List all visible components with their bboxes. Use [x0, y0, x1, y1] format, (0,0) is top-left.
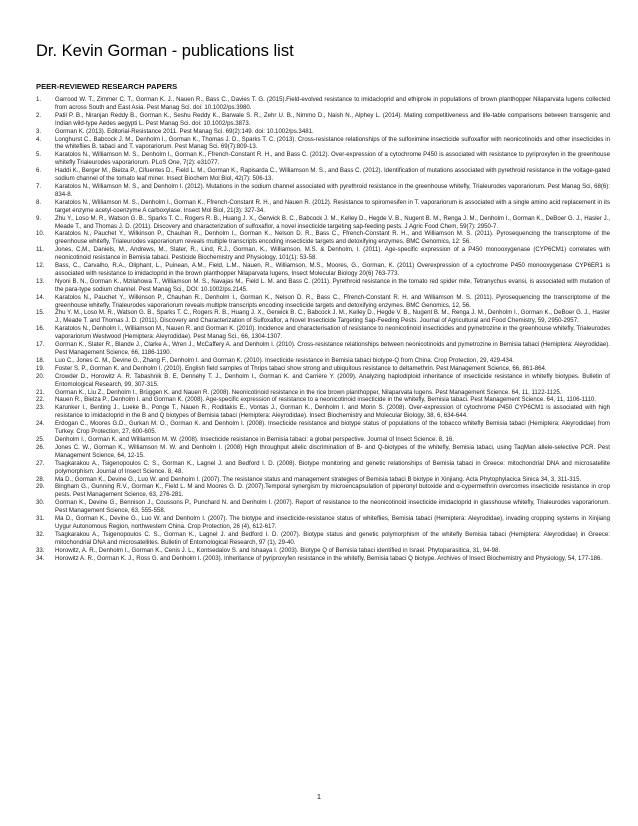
reference-item: [36, 341, 610, 357]
reference-item: [36, 294, 610, 310]
reference-number: 17.: [36, 341, 45, 349]
reference-number: 11.: [36, 246, 45, 254]
reference-number: 16.: [36, 325, 45, 333]
reference-number: 6.: [36, 167, 42, 175]
reference-list: [36, 96, 610, 562]
reference-item: [36, 404, 610, 420]
reference-number: 7.: [36, 182, 42, 190]
reference-number: 30.: [36, 499, 45, 507]
reference-text: Ma D., Gorman K., Devine G., Luo W. and Denholm I. (2007). The biotype and insecticide-resistance status of whiteflies, Bemisia tabaci (Hemiptera: Aleyrodidae), invading cropping systems in Xinjiang Uygur Autonomous Region, northwestern China. Crop Protection, 26 (4), 612-617.: [55, 515, 610, 530]
reference-item: [36, 112, 610, 128]
reference-item: [36, 396, 610, 404]
reference-item: [36, 230, 610, 246]
reference-text: Tsagkarakou A., Tsigenopoulos C. S., Gorman K., Lagnel J. and Bedford I. D. (2008). Biotype monitoring and genetic relationships of Bemisia tabaci in Greece: mitochondrial DNA and microsatellite polymorphism. Journal of Insect Science. 8, 48.: [55, 459, 610, 475]
reference-item: [36, 262, 610, 278]
reference-item: [36, 357, 610, 365]
reference-number: 12.: [36, 262, 45, 270]
reference-item: [36, 531, 610, 547]
reference-item: [36, 547, 610, 555]
reference-text: Gorman K. (2013). Editorial-Resistance 2011. Pest Manag Sci. 69(2):149. doi: 10.1002/ps.3481.: [55, 127, 314, 135]
reference-item: [36, 460, 610, 476]
reference-item: [36, 373, 610, 389]
reference-number: 9.: [36, 214, 42, 222]
reference-number: 13.: [36, 277, 45, 285]
reference-text: Karatolos N., Pauchet Y., Wilkinson P., Chauhan R., Denholm I., Gorman K., Nelson D. R., Bass C., Ffrench-Constant R. H. and Williamson M. S. (2011). Pyrosequencing the transcriptome of the greenhouse whitefly, Trialeurodes vaporariorum reveals multiple transcripts encoding insecticide targets and detoxifying enzymes. BMC Genomics, 12, 56.: [55, 293, 610, 309]
reference-item: [36, 136, 610, 152]
reference-number: 22.: [36, 396, 45, 404]
reference-text: Crowder D., Horowitz A. R. Tabashnik B. E, Dennehy T. J., Denholm I., Gorman K. and Carrière Y. (2009). Analyzing haplodiploid inheritance of insecticide resistance in whitefly biotypes. Bulletin of Entomological Research, 99, 307-315.: [55, 372, 610, 388]
reference-item: [36, 199, 610, 215]
reference-number: 31.: [36, 515, 45, 523]
reference-text: Karunker I., Benting J., Lueke B., Ponge T., Nauen R., Roditakis E., Vontas J., Gorman K., Denholm I. and Morin S. (2008). Over-expression of cytochrome P450 CYP6CM1 is associated with high resistance to imidacloprid in the B and Q biotypes of Bemisia tabaci (Hemiptera: Aleyrodidae). Insect Biochemistry and Molecular Biology, 38, 6, 634-644.: [55, 404, 610, 420]
reference-item: [36, 167, 610, 183]
reference-number: 23.: [36, 404, 45, 412]
reference-item: [36, 246, 610, 262]
reference-text: Haddi K., Berger M., Bielza P., Cifuentes D., Field L. M., Gorman K., Rapisarda C., Williamson M. S., and Bass C. (2012). Identification of mutations associated with pyrethroid resistance in the voltage-gated sodium channel of the tomato leaf miner. Insect Biochem Mol Biol, 42(7): 506-13.: [55, 167, 610, 183]
reference-number: 1.: [36, 96, 42, 103]
reference-text: Zhu Y., Loso M. R., Watson G. B., Sparks T. C., Rogers R. B., Huang J. X., Gerwick B. C., Babcock J. M., Kelley D., Hegde V. B., Nugent B. M., Renga J. M., Denholm I., Gorman K., DeBoer G. J., Hasler J., Meade T., and Thomas J. D. (2011). Discovery and characterization of sulfoxaflor, a novel insecticide targeting sap-feeding pests. J Agric Food Chem, 59(7): 2950-7.: [55, 214, 610, 230]
reference-item: [36, 436, 610, 444]
reference-number: 34.: [36, 554, 45, 562]
reference-item: [36, 365, 610, 373]
reference-item: [36, 128, 610, 136]
reference-item: [36, 309, 610, 325]
reference-text: Luo C., Jones C. M., Devine G., Zhang F., Denholm I. and Gorman K. (2010). Insecticide resistance in Bemisia tabaci biotype-Q from China. Crop Protection, 29, 429-434.: [55, 356, 514, 364]
reference-item: [36, 499, 610, 515]
reference-text: Denholm I., Gorman K. and Williamson M. W. (2008). Insecticide resistance in Bemisia tabaci: a global perspective. Journal of Insect Science. 8, 16.: [55, 435, 454, 443]
reference-number: 32.: [36, 530, 45, 538]
reference-number: 27.: [36, 459, 45, 467]
reference-number: 26.: [36, 443, 45, 451]
reference-item: [36, 444, 610, 460]
reference-text: Nyoni B. N., Gorman K., Mzilahowa T., Williamson M. S., Navajas M., Field L. M. and Bass C. (2011). Pyrethroid resistance in the tomato red spider mite, Tetranychus evansi, is associated with mutation of the para-type sodium channel. Pest Manag Sci., DOI: 10.1002/ps.2145.: [55, 277, 610, 293]
reference-number: 21.: [36, 388, 45, 396]
reference-number: 4.: [36, 135, 42, 143]
reference-text: Nauen R., Bielza P., Denholm I. and Gorman K. (2008). Age-specific expression of resistance to a neonicotinoid insecticide in the whitefly, Bemisia tabaci. Pest Management Science. 64, 11, 1106-1110.: [55, 396, 596, 404]
reference-item: [36, 420, 610, 436]
reference-number: 24.: [36, 420, 45, 428]
page-number: 1: [316, 792, 322, 801]
reference-number: 25.: [36, 435, 45, 443]
reference-item: [36, 215, 610, 231]
reference-number: 19.: [36, 364, 45, 372]
reference-number: 15.: [36, 309, 45, 317]
reference-item: [36, 389, 610, 397]
reference-item: [36, 96, 610, 112]
reference-text: Karatolos N., Pauchet Y., Wilkinson P., Chauhan R., Denholm I., Gorman K., Nelson D. R., Bass C., Ffrench-Constant R. H., and Williamson M. S. (2011). Pyrosequencing the transcriptome of the greenhouse whitefly, Trialeurodes vaporariorum reveals multiple transcripts encoding insecticide targets and detoxifying enzymes. BMC Genomics, 12: 56.: [55, 230, 610, 246]
reference-item: [36, 325, 610, 341]
reference-text: Gorman K., Liu Z., Denholm I., Brüggen K. and Nauen R. (2008). Neonicotinoid resistance in the rice brown planthopper, Nilaparvata lugens. Pest Management Science. 64, 11, 1122-1125.: [55, 388, 562, 396]
reference-text: Karatolos N., Williamson M. S., Denholm I., Gorman K., Ffrench-Constant R. H., and Nauen R. (2012). Resistance to spiromesifen in T. vaporariorum is associated with a single amino acid replacement in its target enzyme acetyl-coenzyme A carboxylase. Insect Mol Biol, 21(3): 327-34.: [55, 198, 610, 214]
reference-item: [36, 555, 610, 563]
reference-text: Gorman K., Devine G., Bennison J., Coussons P., Punchard N. and Denholm I. (2007). Report of resistance to the neonicotinoid insecticide imidacloprid in glasshouse whitefly, Trialeurodes vaporariorum. Pest Management Science, 63, 555-558.: [55, 499, 610, 515]
reference-text: Horowitz A. R., Gorman K. J., Ross G. and Denholm I. (2003). Inheritance of pyriproxyfen resistance in the whitefly, Bemisia tabaci Q biotype. Archives of Insect Biochemistry and Physiology, 54, 177-186.: [55, 554, 603, 562]
reference-text: Ma D., Gorman K., Devine G., Luo W. and Denholm I. (2007). The resistance status and management strategies of Bemisia tabaci B biotype in Xinjiang. Acta Phytophylacica Sinica 34, 3, 311-315.: [55, 475, 582, 483]
reference-item: [36, 151, 610, 167]
reference-text: Jones, C.M., Daniels, M., Andrews, M., Slater, R., Lind, R.J., Gorman, K., Williamson, M.S. & Denholm, I. (2011). Age-specific expression of a P450 monooxygenase (CYP6CM1) correlates with neonicotinoid resistance in Bemisia tabaci. Pesticide Biochemistry and Physiology, 101(1): 53-58.: [55, 246, 610, 262]
reference-number: 18.: [36, 356, 45, 364]
reference-number: 33.: [36, 546, 45, 554]
reference-number: 10.: [36, 230, 45, 238]
reference-item: [36, 183, 610, 199]
reference-number: 8.: [36, 198, 42, 206]
reference-text: Bass, C., Carvalho, R.A., Oliphant, L., Puinean, A.M., Field, L.M., Nauen, R., Williamson, M.S., Moores, G., Gorman, K. (2011) Overexpression of a cytochrome P450 monooxygenase CYP6ER1 is associated with resistance to imidacloprid in the brown planthopper Nilaparvata lugens, Insect Molecular Biology 20(6) 763-773.: [55, 262, 610, 277]
section-heading: PEER-REVIEWED RESEARCH PAPERS: [36, 82, 178, 91]
reference-text: Horowitz, A. R., Denholm I., Gorman K., Cenis J. L., Kontsedalov S. and Ishaaya I. (2003). Biotype Q of Bemisia tabaci identified in Israel. Phytoparasitica, 31, 94-98.: [55, 546, 501, 554]
reference-text: Longhurst C., Babcock J. M., Denholm I., Gorman K., Thomas J. D., Sparks T. C. (2013). Cross-resistance relationships of the sulfoximine insecticide sulfoxaflor with neonicotinoids and other insecticides in the whiteflies B. tabaci and T. vaporariorum. Pest Manag Sci. 69(7):809-13.: [55, 135, 610, 151]
reference-item: [36, 476, 610, 484]
reference-text: Erdogan C., Moores G.D., Gurkan M. O., Gorman K. and Denholm I. (2008). Insecticide resistance and biotype status of populations of the tobacco whitefly Bemisia tabaci (Hemiptera: Aleyrodidae) from Turkey. Crop Protection, 27, 600-605.: [55, 420, 610, 436]
reference-item: [36, 515, 610, 531]
reference-number: 3.: [36, 127, 42, 135]
page-title: Dr. Kevin Gorman - publications list: [36, 42, 294, 60]
reference-number: 5.: [36, 151, 42, 159]
reference-item: [36, 483, 610, 499]
reference-number: 20.: [36, 372, 45, 380]
reference-text: Foster S. P., Gorman K. and Denholm I. (2010). English field samples of Thrips tabaci show strong and ubiquitous resistance to deltamethrin. Pest Management Science, 66, 861-864.: [55, 364, 547, 372]
reference-text: Karatolos N., Williamson M. S., and Denholm I. (2012). Mutations in the sodium channel associated with pyrethroid resistance in the greenhouse whitefly, Trialeurodes vaporariorum. Pest Manag Sci, 68(6): 834-8.: [55, 182, 610, 198]
reference-text: Patil P. B., Niranjan Reddy B., Gorman K., Seshu Reddy K., Barwale S. R., Zehr U. B., Nimmo D., Naish N., Alphey L. (2014). Mating competitiveness and life-table comparisons between transgenic and Indian wild-type Aedes aegypti L. Pest Manag Sci. doi: 10.1002/ps.3873.: [55, 111, 610, 127]
reference-number: 29.: [36, 483, 45, 491]
reference-text: Zhu Y. M., Loso M. R., Watson G. B., Sparks T. C., Rogers R. B., Huang J. X., Gerwick B. C., Babcock J. M., Kelley D., Hegde V. B., Nugent B. M., Renga J. M., Denholm I., Gorman K., DeBoer G. J., Hasler J., Meade T. and Thomas J. D. (2011). Discovery and Characterization of Sulfoxaflor, a Novel Insecticide Targeting Sap-Feeding Pests. Journal of Agricultural and Food Chemistry, 59, 2950-2957.: [55, 309, 610, 325]
reference-text: Karatolos N., Denholm I., Williamson M., Nauen R. and Gorman K. (2010). Incidence and characterisation of resistance to neonicotinoid insecticides and pymetrozine in the greenhouse whitefly, Trialeurodes vaporariorum Westwood (Hemiptera: Aleyrodidae). Pest Manag Sci., 66, 1304-1307.: [55, 325, 610, 341]
reference-text: Karatolos N., Williamson M. S., Denholm I., Gorman K., Ffrench-Constant R. H., and Bass C. (2012). Over-expression of a cytochrome P450 is associated with resistance to pyriproxyfen in the greenhouse whitefly Trialeurodes vaporariorum. PLoS One, 7(2): e31077.: [55, 151, 610, 167]
reference-number: 2.: [36, 111, 42, 119]
reference-number: 14.: [36, 293, 45, 301]
reference-text: Bingham G., Gunning R.V., Gorman K., Field L. M and Moores G. D. (2007).Temporal synergism by microencapsulation of piperonyl butoxide and α-cypermethrin overcomes insecticide resistance in crop pests. Pest Management Science, 63, 276-281.: [55, 483, 610, 499]
reference-text: Jones C. W., Gorman K., Williamson M. W. and Denholm I. (2008) High throughput allelic discrimination of B- and Q-biotypes of the whitefly, Bemisia tabaci, using TaqMan allele-selective PCR. Pest Management Science, 64, 12-15.: [55, 443, 610, 459]
reference-text: Gorman K., Slater R., Blande J., Clarke A., Wren J., McCaffery A. and Denholm I. (2010). Cross-resistance relationships between neonicotinoids and pymetrozine in Bemisia tabaci (Hemiptera: Aleyrodidae). Pest Management Science, 66, 1186-1190.: [55, 341, 610, 356]
reference-number: 28.: [36, 475, 45, 483]
reference-text: Garrood W. T., Zimmer C. T., Gorman K. J., Nauen R., Bass C., Davies T. G. (2015).Field-evolved resistance to imidacloprid and ethiprole in populations of brown planthopper Nilaparvata lugens collected from across South and East Asia. Pest Manag Sci. doi: 10.1002/ps.3980.: [55, 96, 610, 111]
reference-text: Tsagkarakou A., Tsigenopoulos C. S., Gorman K., Lagnel J. and Bedford I. D. (2007). Biotype status and genetic polymorphism of the whitefly Bemisia tabaci (Hemiptera: Aleyrodidae) in Greece: mitochondrial DNA and microsatellites. Bulletin of Entomological Research, 97 (1), 29-40.: [55, 530, 610, 546]
reference-item: [36, 278, 610, 294]
